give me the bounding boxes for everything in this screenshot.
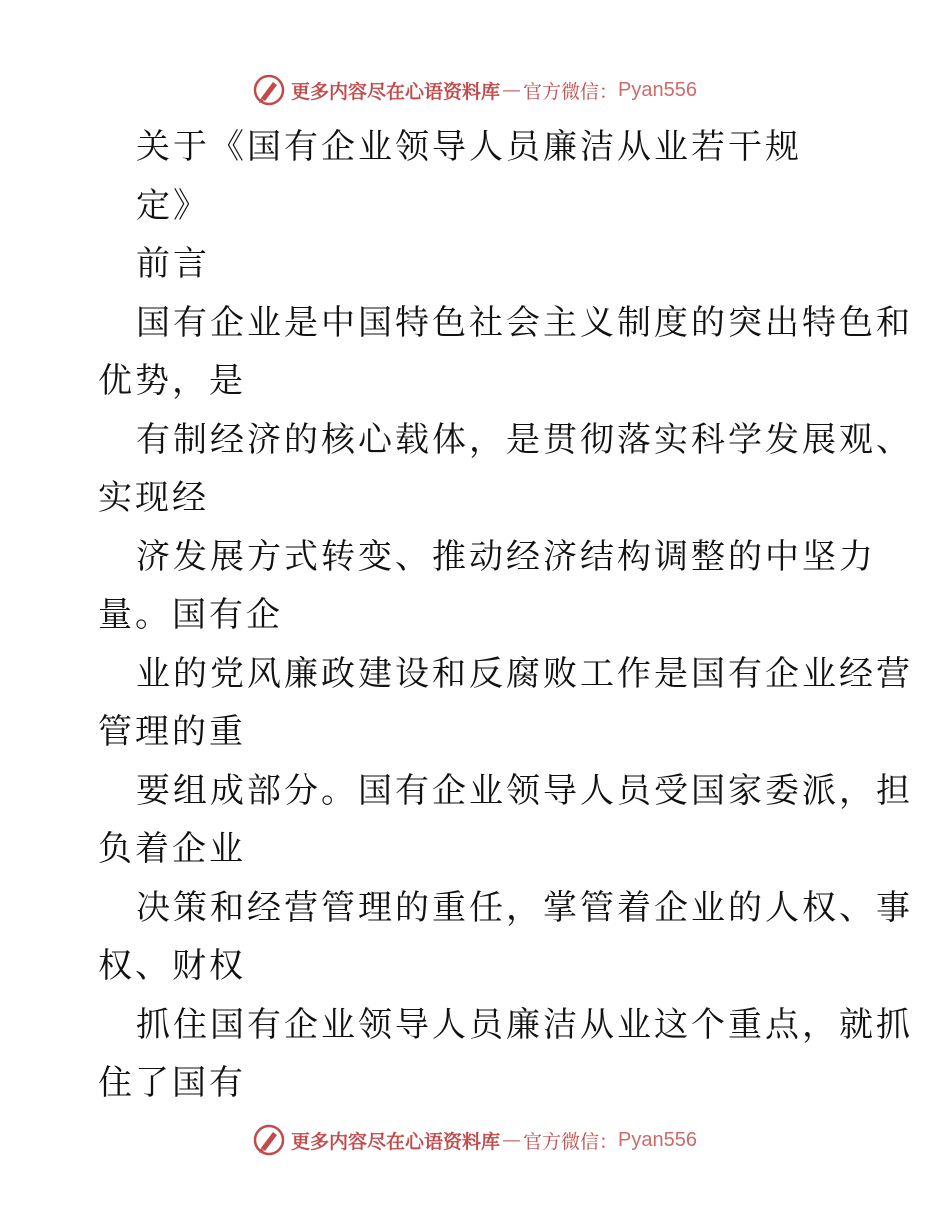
- header-banner-separator: —: [502, 79, 522, 101]
- paragraph-line: 决策和经营管理的重任，掌管着企业的人权、事: [136, 887, 913, 928]
- document-body: [98, 118, 913, 1113]
- paragraph-line: 负着企业: [98, 829, 246, 869]
- paragraph-line: 实现经: [98, 478, 209, 518]
- footer-wechat-id: Pyan556: [618, 1128, 697, 1151]
- footer-banner-separator: —: [502, 1129, 522, 1151]
- paragraph-line: 业的党风廉政建设和反腐败工作是国有企业经营: [136, 653, 913, 694]
- footer-banner-text: 更多内容尽在心语资料库: [291, 1130, 501, 1153]
- doc-heading-preface: 前言: [136, 244, 210, 284]
- footer-banner: [0, 1120, 950, 1160]
- header-wechat-id: Pyan556: [618, 78, 697, 101]
- paragraph-line: 国有企业是中国特色社会主义制度的突出特色和: [136, 302, 913, 343]
- pen-logo-icon: [253, 74, 285, 106]
- paragraph-line: 有制经济的核心载体，是贯彻落实科学发展观、: [136, 419, 913, 460]
- paragraph-line: 量。国有企: [98, 595, 283, 635]
- paragraph-line: 济发展方式转变、推动经济结构调整的中坚力: [136, 536, 876, 577]
- footer-wechat-label: 官方微信：: [523, 1130, 619, 1153]
- pen-logo-icon: [253, 1124, 285, 1156]
- paragraph-line: 要组成部分。国有企业领导人员受国家委派，担: [136, 770, 913, 811]
- doc-title-line-1: 关于《国有企业领导人员廉洁从业若干规: [136, 127, 802, 167]
- header-banner: [0, 70, 950, 110]
- header-wechat-label: 官方微信：: [523, 80, 619, 103]
- paragraph-line: 优势，是: [98, 361, 246, 401]
- paragraph-line: 抓住国有企业领导人员廉洁从业这个重点，就抓: [136, 1004, 913, 1045]
- header-banner-text: 更多内容尽在心语资料库: [291, 80, 501, 103]
- paragraph-line: 权、财权: [98, 946, 246, 986]
- paragraph-line: 管理的重: [98, 712, 246, 752]
- doc-title-line-2: 定》: [136, 185, 210, 226]
- paragraph-line: 住了国有: [98, 1063, 246, 1103]
